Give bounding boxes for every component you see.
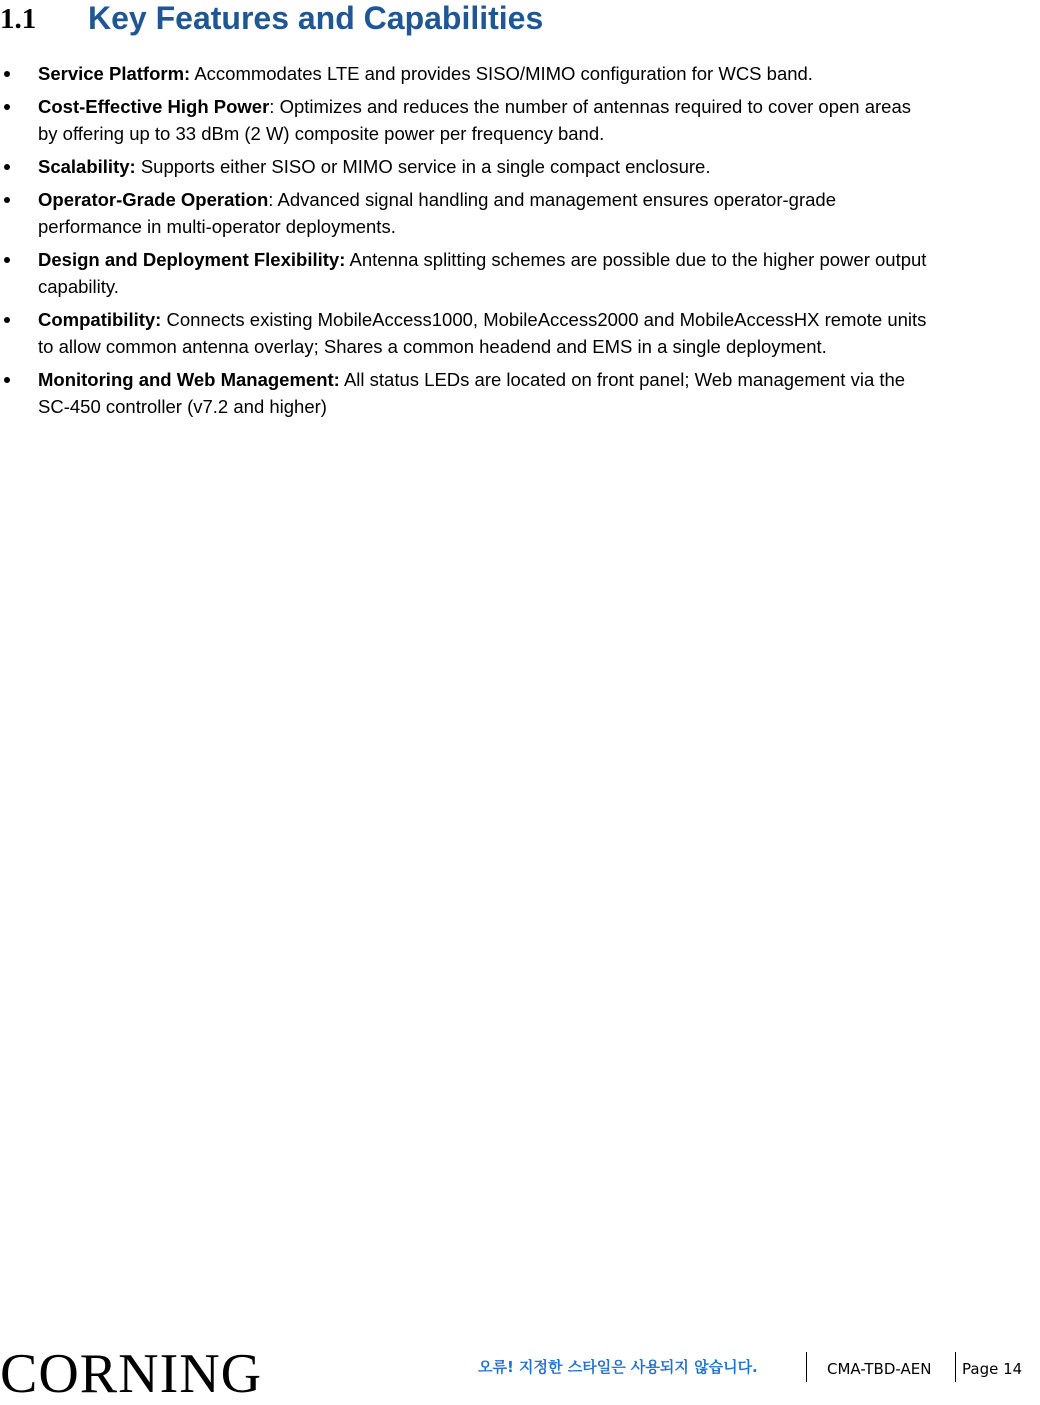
feature-name: Design and Deployment Flexibility: (38, 249, 346, 270)
feature-line (38, 186, 1040, 213)
bullet-icon (4, 104, 10, 110)
feature-list (0, 60, 1040, 426)
feature-line (38, 306, 1040, 333)
feature-text: : Optimizes and reduces the number of antennas required to cover open areas (269, 96, 912, 117)
feature-text: Supports either SISO or MIMO service in a single compact enclosure. (140, 156, 711, 177)
list-item (0, 306, 1040, 360)
document-id: CMA-TBD-AEN (827, 1360, 932, 1378)
feature-line (38, 93, 1040, 120)
style-error-text: 오류! 지정한 스타일은 사용되지 않습니다. (478, 1358, 758, 1376)
footer-divider (955, 1352, 956, 1382)
list-item (0, 366, 1040, 420)
feature-line (38, 60, 1040, 87)
list-item (0, 153, 1040, 180)
corning-logo: CORNING (0, 1343, 263, 1405)
feature-text: Accommodates LTE and provides SISO/MIMO configuration for WCS band. (194, 63, 813, 84)
feature-text: : Advanced signal handling and management ensures operator-grade (268, 189, 836, 210)
section-title: Key Features and Capabilities (88, 0, 544, 36)
feature-name: Service Platform: (38, 63, 191, 84)
feature-name: Monitoring and Web Management: (38, 369, 340, 390)
feature-text: SC-450 controller (v7.2 and higher) (38, 396, 327, 417)
feature-line (38, 153, 1040, 180)
bullet-icon (4, 257, 10, 263)
list-item (0, 93, 1040, 147)
section-heading (0, 0, 543, 36)
feature-name: Operator-Grade Operation (38, 189, 269, 210)
footer-divider (806, 1352, 807, 1382)
feature-name: Cost-Effective High Power (38, 96, 270, 117)
bullet-icon (4, 164, 10, 170)
feature-text: performance in multi-operator deployments. (38, 216, 396, 237)
feature-text: Connects existing MobileAccess1000, MobileAccess2000 and MobileAccessHX remote units (166, 309, 927, 330)
section-number: 1.1 (0, 2, 37, 35)
bullet-icon (4, 71, 10, 77)
feature-name: Compatibility: (38, 309, 162, 330)
feature-line (38, 246, 1040, 273)
feature-text: Antenna splitting schemes are possible due to the higher power output (349, 249, 927, 270)
bullet-icon (4, 197, 10, 203)
page-footer (0, 1343, 1040, 1405)
feature-text: All status LEDs are located on front panel; Web management via the (343, 369, 906, 390)
bullet-icon (4, 377, 10, 383)
list-item (0, 60, 1040, 87)
list-item (0, 246, 1040, 300)
bullet-icon (4, 317, 10, 323)
feature-text: capability. (38, 276, 119, 297)
feature-text: to allow common antenna overlay; Shares a common headend and EMS in a single deployment. (38, 336, 827, 357)
feature-text: by offering up to 33 dBm (2 W) composite power per frequency band. (38, 123, 605, 144)
list-item (0, 186, 1040, 240)
feature-name: Scalability: (38, 156, 136, 177)
feature-line (38, 366, 1040, 393)
page-number: Page 14 (962, 1360, 1023, 1378)
